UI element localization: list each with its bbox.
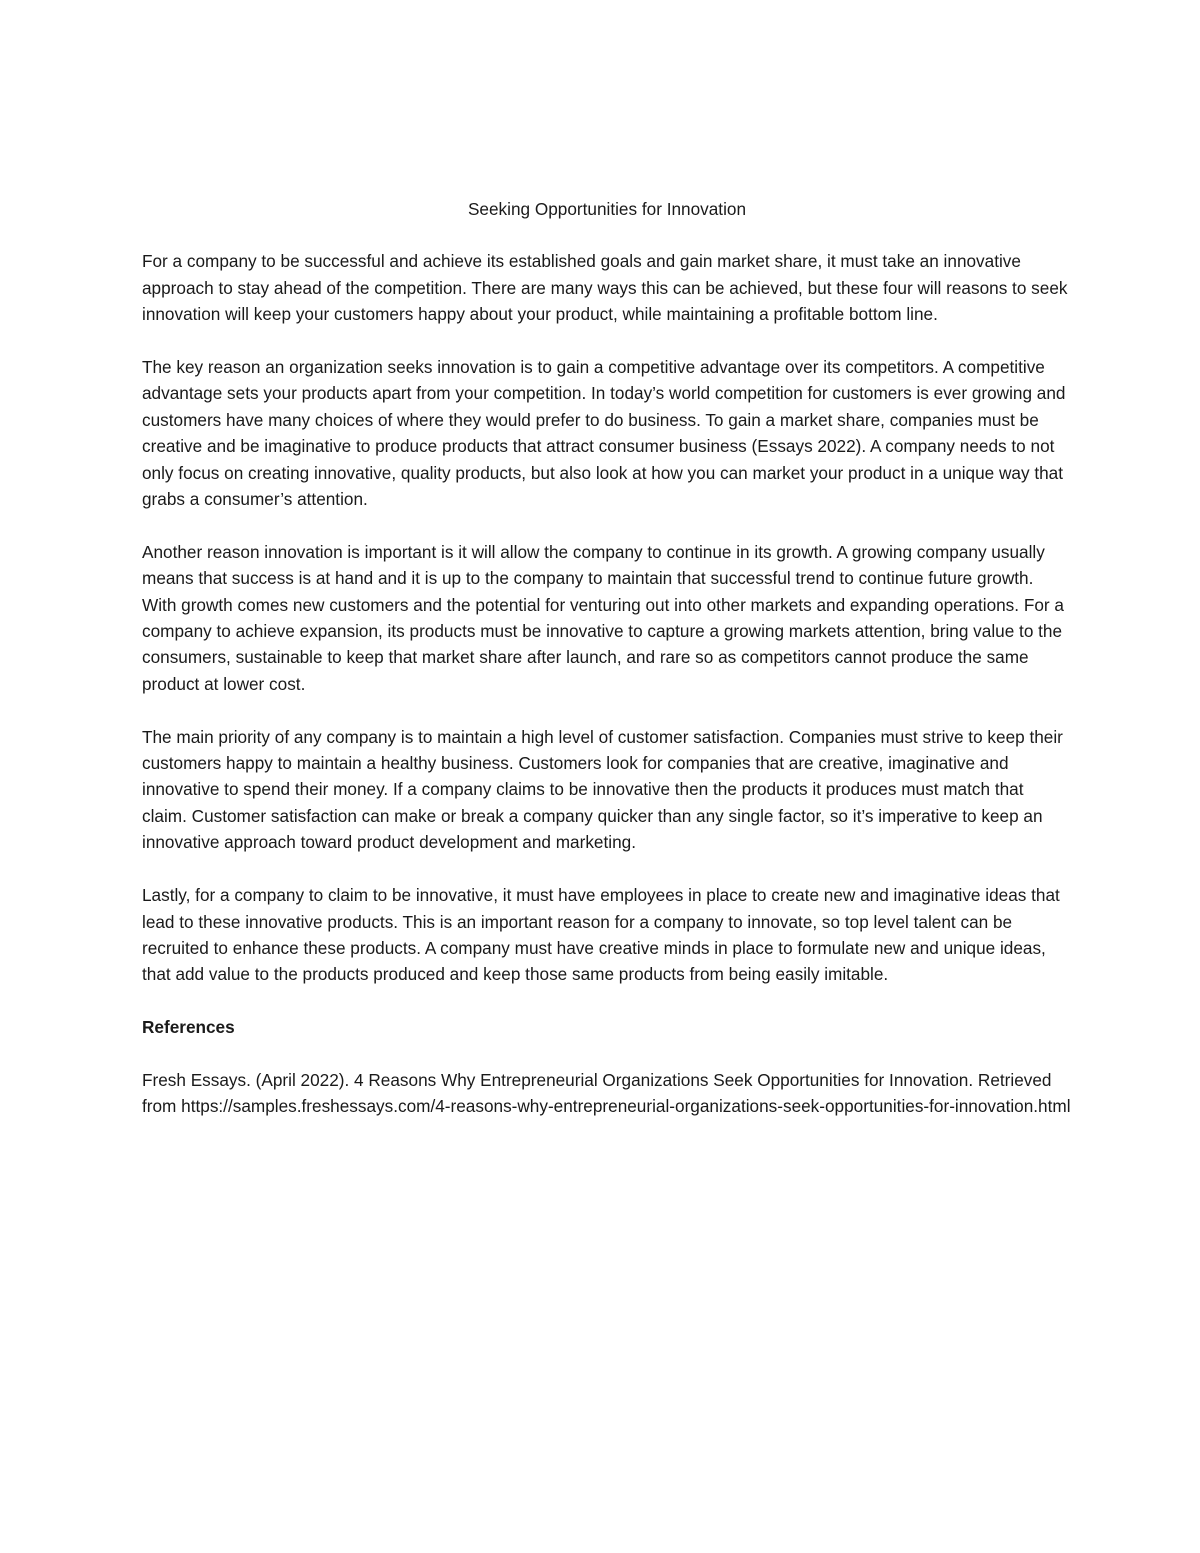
paragraph-intro: For a company to be successful and achieve its established goals and gain market share, it must take an innovative approach to stay ahead of the competition. There are many ways this can be achieved, but these four will reasons to seek innovation will keep your customers happy about your product, while maintaining a profitable bottom line. bbox=[142, 251, 1068, 325]
paragraph-talent: Lastly, for a company to claim to be innovative, it must have employees in place to create new and imaginative ideas that lead to these innovative products. This is an important reason for a company to innovate, so top level talent can be recruited to enhance these products. A company must have creative minds in place to formulate new and unique ideas, that add value to the products produced and keep those same products from being easily imitable. bbox=[142, 885, 1060, 985]
paragraph-competitive-advantage: The key reason an organization seeks innovation is to gain a competitive advantage over its competitors. A competitive advantage sets your products apart from your competition. In today’s world competition for customers is ever growing and customers have many choices of where they would prefer to do business. To gain a market share, companies must be creative and be imaginative to produce products that attract consumer business (Essays 2022). A company needs to not only focus on creating innovative, quality products, but also look at how you can market your product in a unique way that grabs a consumer’s attention. bbox=[142, 357, 1066, 510]
document-body bbox=[142, 196, 1072, 1120]
document-title: Seeking Opportunities for Innovation bbox=[467, 199, 747, 219]
paragraph-customer-satisfaction: The main priority of any company is to maintain a high level of customer satisfaction. Companies must strive to keep their customers happy to maintain a healthy business. Customers look for companies that are creative, imaginative and innovative to spend their money. If a company claims to be innovative then the products it produces must match that claim. Customer satisfaction can make or break a company quicker than any single factor, so it’s imperative to keep an innovative approach toward product development and marketing. bbox=[142, 726, 1063, 853]
paragraph-growth: Another reason innovation is important is it will allow the company to continue in its growth. A growing company usually means that success is at hand and it is up to the company to maintain that successful trend to continue future growth. With growth comes new customers and the potential for venturing out into other markets and expanding operations. For a company to achieve expansion, its products must be innovative to capture a growing markets attention, bring value to the consumers, sustainable to keep that market share after launch, and rare so as competitors cannot produce the same product at lower cost. bbox=[142, 541, 1064, 694]
reference-entry: Fresh Essays. (April 2022). 4 Reasons Why Entrepreneurial Organizations Seek Opportunities for Innovation. Retrieved from https://samples.freshessays.com/4-reasons-why-entrepreneurial-organizations-seek-opportunities-for-innovation.html bbox=[142, 1069, 1071, 1117]
references-heading: References bbox=[142, 1017, 235, 1038]
